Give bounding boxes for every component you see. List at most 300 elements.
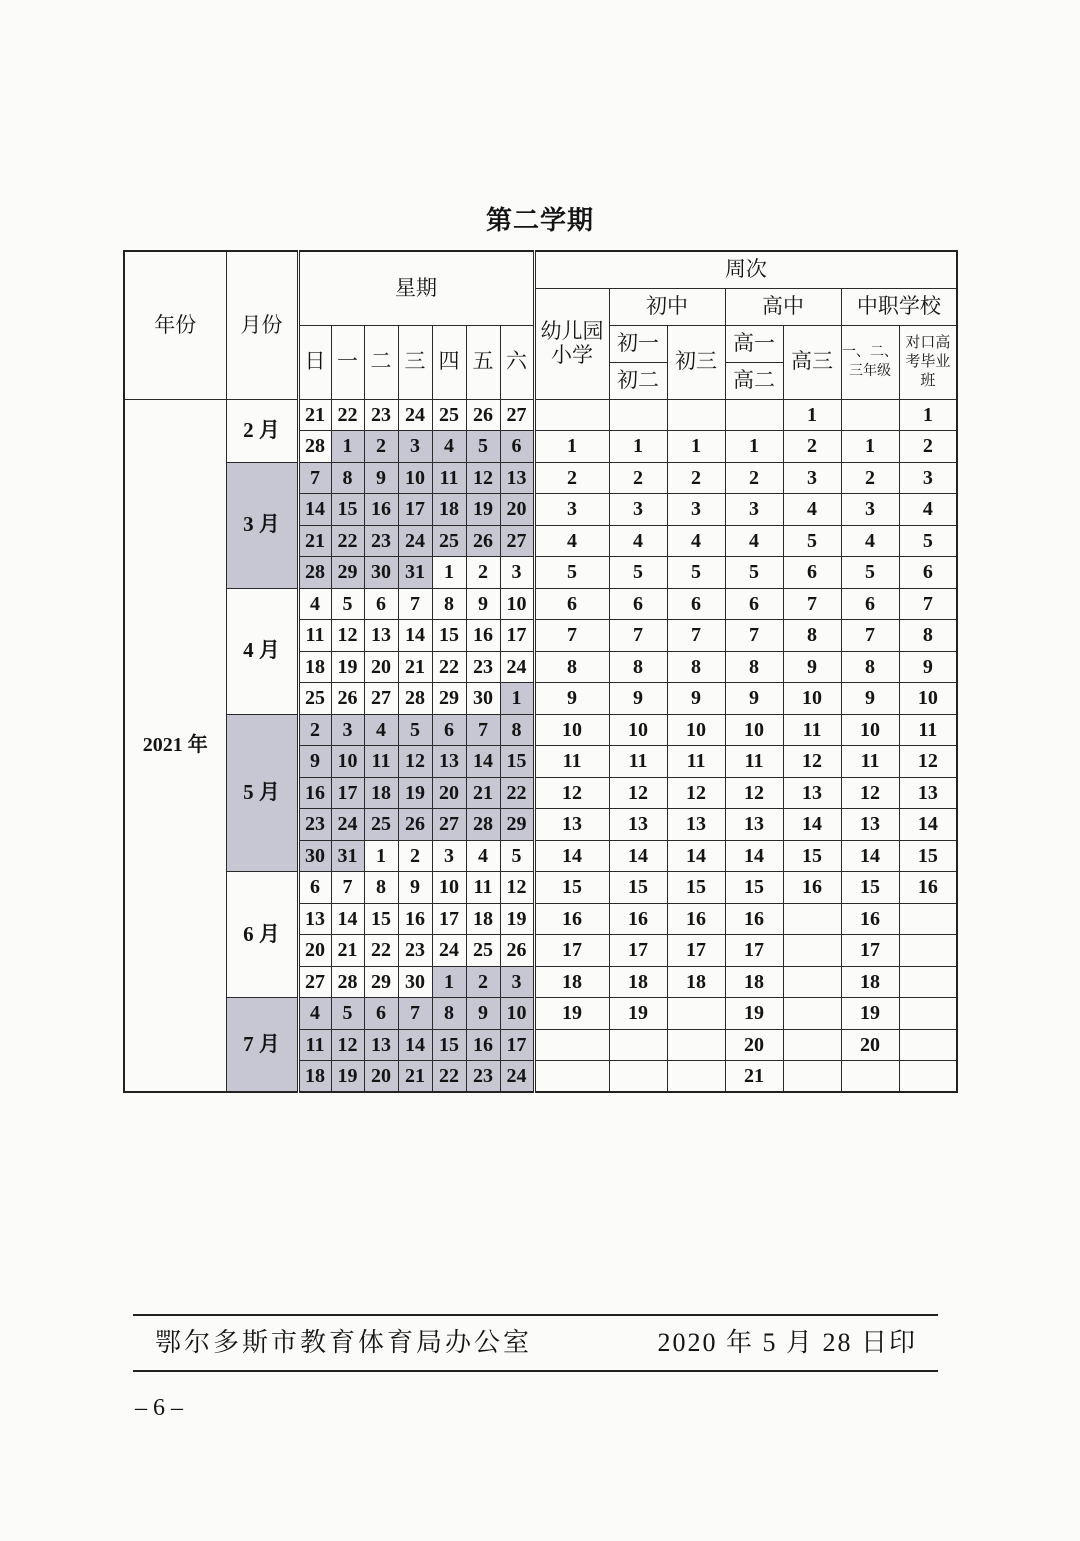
week-cell: 12 bbox=[841, 777, 899, 809]
day-cell: 5 bbox=[331, 998, 364, 1030]
day-cell: 20 bbox=[364, 1061, 398, 1093]
day-cell: 29 bbox=[364, 966, 398, 998]
day-cell: 8 bbox=[364, 872, 398, 904]
week-cell: 2 bbox=[783, 431, 841, 463]
day-cell: 2 bbox=[466, 966, 500, 998]
day-cell: 22 bbox=[432, 651, 466, 683]
table-body bbox=[124, 399, 957, 1092]
day-cell: 2 bbox=[298, 714, 331, 746]
week-cell: 5 bbox=[899, 525, 957, 557]
week-cell bbox=[783, 1029, 841, 1061]
day-cell: 24 bbox=[500, 651, 534, 683]
week-cell: 12 bbox=[534, 777, 609, 809]
week-cell: 3 bbox=[609, 494, 667, 526]
day-cell: 20 bbox=[432, 777, 466, 809]
week-cell: 17 bbox=[609, 935, 667, 967]
header-junior-1: 初一 bbox=[609, 325, 667, 362]
week-cell: 9 bbox=[783, 651, 841, 683]
header-weekday-fri: 五 bbox=[466, 325, 500, 399]
week-cell: 6 bbox=[609, 588, 667, 620]
week-cell: 10 bbox=[609, 714, 667, 746]
week-cell bbox=[609, 1061, 667, 1093]
day-cell: 25 bbox=[364, 809, 398, 841]
week-cell: 2 bbox=[534, 462, 609, 494]
week-cell: 17 bbox=[841, 935, 899, 967]
week-cell: 7 bbox=[841, 620, 899, 652]
day-cell: 14 bbox=[398, 1029, 432, 1061]
week-cell bbox=[609, 399, 667, 431]
header-weekday-mon: 一 bbox=[331, 325, 364, 399]
day-cell: 2 bbox=[466, 557, 500, 589]
month-cell: 6 月 bbox=[226, 872, 298, 998]
day-cell: 26 bbox=[398, 809, 432, 841]
footer-rule-bottom bbox=[133, 1370, 938, 1372]
week-cell bbox=[783, 1061, 841, 1093]
week-cell: 2 bbox=[841, 462, 899, 494]
day-cell: 12 bbox=[500, 872, 534, 904]
week-cell: 7 bbox=[534, 620, 609, 652]
day-cell: 26 bbox=[466, 525, 500, 557]
day-cell: 17 bbox=[331, 777, 364, 809]
week-cell: 3 bbox=[841, 494, 899, 526]
day-cell: 26 bbox=[500, 935, 534, 967]
day-cell: 28 bbox=[331, 966, 364, 998]
day-cell: 6 bbox=[298, 872, 331, 904]
week-cell: 15 bbox=[534, 872, 609, 904]
day-cell: 20 bbox=[364, 651, 398, 683]
header-weekday-sat: 六 bbox=[500, 325, 534, 399]
week-cell: 14 bbox=[899, 809, 957, 841]
week-cell: 8 bbox=[725, 651, 783, 683]
day-cell: 19 bbox=[331, 1061, 364, 1093]
week-cell: 2 bbox=[725, 462, 783, 494]
week-cell: 4 bbox=[841, 525, 899, 557]
footer bbox=[155, 1325, 917, 1361]
week-cell: 8 bbox=[783, 620, 841, 652]
week-cell: 3 bbox=[899, 462, 957, 494]
day-cell: 8 bbox=[432, 998, 466, 1030]
week-cell: 16 bbox=[783, 872, 841, 904]
week-cell: 2 bbox=[667, 462, 725, 494]
day-cell: 6 bbox=[364, 588, 398, 620]
week-cell: 15 bbox=[899, 840, 957, 872]
header-kindergarten-primary: 幼儿园 小学 bbox=[534, 288, 609, 399]
day-cell: 6 bbox=[500, 431, 534, 463]
week-cell: 18 bbox=[609, 966, 667, 998]
week-cell: 16 bbox=[899, 872, 957, 904]
header-junior-3: 初三 bbox=[667, 325, 725, 399]
header-weekday-thu: 四 bbox=[432, 325, 466, 399]
week-cell bbox=[783, 998, 841, 1030]
week-cell: 3 bbox=[783, 462, 841, 494]
week-cell: 2 bbox=[899, 431, 957, 463]
week-row bbox=[124, 399, 957, 431]
day-cell: 23 bbox=[364, 399, 398, 431]
day-cell: 17 bbox=[398, 494, 432, 526]
day-cell: 3 bbox=[331, 714, 364, 746]
month-cell: 5 月 bbox=[226, 714, 298, 872]
week-cell bbox=[841, 399, 899, 431]
week-cell: 19 bbox=[841, 998, 899, 1030]
header-weekday-tue: 二 bbox=[364, 325, 398, 399]
week-cell: 5 bbox=[783, 525, 841, 557]
day-cell: 18 bbox=[364, 777, 398, 809]
day-cell: 7 bbox=[298, 462, 331, 494]
week-cell: 20 bbox=[841, 1029, 899, 1061]
day-cell: 22 bbox=[432, 1061, 466, 1093]
day-cell: 10 bbox=[500, 588, 534, 620]
week-cell: 18 bbox=[667, 966, 725, 998]
week-cell bbox=[899, 966, 957, 998]
day-cell: 7 bbox=[398, 588, 432, 620]
day-cell: 31 bbox=[398, 557, 432, 589]
week-cell: 11 bbox=[534, 746, 609, 778]
week-cell: 4 bbox=[783, 494, 841, 526]
week-cell: 1 bbox=[534, 431, 609, 463]
day-cell: 3 bbox=[432, 840, 466, 872]
day-cell: 5 bbox=[500, 840, 534, 872]
week-cell: 10 bbox=[841, 714, 899, 746]
day-cell: 14 bbox=[398, 620, 432, 652]
week-cell: 1 bbox=[899, 399, 957, 431]
footer-print-date: 2020 年 5 月 28 日印 bbox=[657, 1328, 917, 1357]
week-cell: 16 bbox=[841, 903, 899, 935]
day-cell: 24 bbox=[500, 1061, 534, 1093]
table-header bbox=[124, 251, 957, 399]
day-cell: 9 bbox=[398, 872, 432, 904]
day-cell: 15 bbox=[500, 746, 534, 778]
week-cell: 19 bbox=[534, 998, 609, 1030]
week-cell: 15 bbox=[783, 840, 841, 872]
day-cell: 16 bbox=[398, 903, 432, 935]
week-cell: 13 bbox=[725, 809, 783, 841]
day-cell: 22 bbox=[331, 525, 364, 557]
week-row bbox=[124, 462, 957, 494]
header-junior-high: 初中 bbox=[609, 288, 725, 325]
month-cell: 7 月 bbox=[226, 998, 298, 1093]
day-cell: 22 bbox=[500, 777, 534, 809]
day-cell: 19 bbox=[466, 494, 500, 526]
header-vocational-grades: 一、二、 三年级 bbox=[841, 325, 899, 399]
week-cell: 6 bbox=[783, 557, 841, 589]
week-cell: 7 bbox=[783, 588, 841, 620]
day-cell: 12 bbox=[331, 1029, 364, 1061]
week-cell bbox=[534, 1061, 609, 1093]
week-cell: 7 bbox=[609, 620, 667, 652]
week-cell: 5 bbox=[841, 557, 899, 589]
day-cell: 11 bbox=[364, 746, 398, 778]
month-cell: 2 月 bbox=[226, 399, 298, 462]
week-cell: 18 bbox=[841, 966, 899, 998]
day-cell: 21 bbox=[298, 399, 331, 431]
day-cell: 23 bbox=[466, 1061, 500, 1093]
week-cell bbox=[667, 1061, 725, 1093]
day-cell: 16 bbox=[298, 777, 331, 809]
week-cell: 19 bbox=[725, 998, 783, 1030]
week-cell: 5 bbox=[609, 557, 667, 589]
day-cell: 23 bbox=[298, 809, 331, 841]
week-cell bbox=[899, 903, 957, 935]
day-cell: 15 bbox=[331, 494, 364, 526]
day-cell: 7 bbox=[466, 714, 500, 746]
footer-rule-top bbox=[133, 1314, 938, 1316]
day-cell: 27 bbox=[500, 399, 534, 431]
week-cell: 15 bbox=[841, 872, 899, 904]
day-cell: 30 bbox=[298, 840, 331, 872]
header-senior-2: 高二 bbox=[725, 362, 783, 399]
week-cell: 3 bbox=[667, 494, 725, 526]
week-cell: 21 bbox=[725, 1061, 783, 1093]
week-cell: 2 bbox=[609, 462, 667, 494]
page-title: 第二学期 bbox=[485, 206, 594, 235]
day-cell: 10 bbox=[500, 998, 534, 1030]
day-cell: 19 bbox=[398, 777, 432, 809]
week-cell: 10 bbox=[534, 714, 609, 746]
week-cell: 1 bbox=[609, 431, 667, 463]
day-cell: 5 bbox=[466, 431, 500, 463]
week-cell: 8 bbox=[667, 651, 725, 683]
day-cell: 30 bbox=[398, 966, 432, 998]
week-cell: 7 bbox=[667, 620, 725, 652]
week-cell: 17 bbox=[725, 935, 783, 967]
week-cell bbox=[534, 1029, 609, 1061]
day-cell: 18 bbox=[466, 903, 500, 935]
week-cell: 18 bbox=[534, 966, 609, 998]
day-cell: 21 bbox=[331, 935, 364, 967]
header-senior-high: 高中 bbox=[725, 288, 841, 325]
week-cell: 5 bbox=[667, 557, 725, 589]
week-cell: 12 bbox=[783, 746, 841, 778]
day-cell: 7 bbox=[398, 998, 432, 1030]
day-cell: 26 bbox=[466, 399, 500, 431]
day-cell: 11 bbox=[466, 872, 500, 904]
day-cell: 21 bbox=[466, 777, 500, 809]
day-cell: 29 bbox=[432, 683, 466, 715]
day-cell: 29 bbox=[331, 557, 364, 589]
week-cell bbox=[899, 935, 957, 967]
week-cell bbox=[667, 998, 725, 1030]
day-cell: 28 bbox=[398, 683, 432, 715]
week-cell: 4 bbox=[667, 525, 725, 557]
week-cell: 8 bbox=[609, 651, 667, 683]
day-cell: 12 bbox=[466, 462, 500, 494]
day-cell: 20 bbox=[298, 935, 331, 967]
week-cell: 8 bbox=[841, 651, 899, 683]
day-cell: 15 bbox=[364, 903, 398, 935]
day-cell: 10 bbox=[432, 872, 466, 904]
day-cell: 21 bbox=[398, 1061, 432, 1093]
day-cell: 18 bbox=[298, 651, 331, 683]
day-cell: 1 bbox=[500, 683, 534, 715]
day-cell: 20 bbox=[500, 494, 534, 526]
day-cell: 28 bbox=[298, 557, 331, 589]
week-cell: 18 bbox=[725, 966, 783, 998]
week-cell: 14 bbox=[725, 840, 783, 872]
day-cell: 27 bbox=[432, 809, 466, 841]
week-cell: 4 bbox=[534, 525, 609, 557]
day-cell: 26 bbox=[331, 683, 364, 715]
week-cell: 15 bbox=[667, 872, 725, 904]
week-cell bbox=[783, 966, 841, 998]
week-cell bbox=[841, 1061, 899, 1093]
day-cell: 23 bbox=[466, 651, 500, 683]
day-cell: 3 bbox=[500, 557, 534, 589]
week-cell: 11 bbox=[667, 746, 725, 778]
week-cell bbox=[783, 903, 841, 935]
day-cell: 18 bbox=[432, 494, 466, 526]
day-cell: 28 bbox=[298, 431, 331, 463]
day-cell: 23 bbox=[398, 935, 432, 967]
day-cell: 9 bbox=[364, 462, 398, 494]
day-cell: 6 bbox=[364, 998, 398, 1030]
week-cell: 19 bbox=[609, 998, 667, 1030]
week-cell: 9 bbox=[534, 683, 609, 715]
day-cell: 27 bbox=[500, 525, 534, 557]
header-weekday-sun: 日 bbox=[298, 325, 331, 399]
day-cell: 13 bbox=[298, 903, 331, 935]
week-cell bbox=[725, 399, 783, 431]
day-cell: 28 bbox=[466, 809, 500, 841]
page-number: – 6 – bbox=[135, 1395, 183, 1421]
day-cell: 2 bbox=[364, 431, 398, 463]
week-cell: 14 bbox=[841, 840, 899, 872]
day-cell: 9 bbox=[466, 998, 500, 1030]
header-month: 月份 bbox=[226, 251, 298, 399]
day-cell: 4 bbox=[364, 714, 398, 746]
week-cell bbox=[609, 1029, 667, 1061]
week-cell: 3 bbox=[725, 494, 783, 526]
day-cell: 1 bbox=[364, 840, 398, 872]
day-cell: 24 bbox=[331, 809, 364, 841]
week-cell: 13 bbox=[534, 809, 609, 841]
week-cell: 12 bbox=[609, 777, 667, 809]
day-cell: 2 bbox=[398, 840, 432, 872]
week-cell: 16 bbox=[609, 903, 667, 935]
day-cell: 17 bbox=[432, 903, 466, 935]
week-cell bbox=[899, 1029, 957, 1061]
week-cell: 5 bbox=[725, 557, 783, 589]
month-cell: 4 月 bbox=[226, 588, 298, 714]
week-cell bbox=[667, 1029, 725, 1061]
week-row bbox=[124, 872, 957, 904]
day-cell: 29 bbox=[500, 809, 534, 841]
day-cell: 8 bbox=[331, 462, 364, 494]
day-cell: 4 bbox=[298, 998, 331, 1030]
day-cell: 13 bbox=[364, 620, 398, 652]
day-cell: 25 bbox=[432, 525, 466, 557]
week-cell: 5 bbox=[534, 557, 609, 589]
week-cell: 4 bbox=[725, 525, 783, 557]
year-cell: 2021 年 bbox=[124, 399, 226, 1092]
week-cell: 11 bbox=[841, 746, 899, 778]
week-cell: 11 bbox=[725, 746, 783, 778]
week-cell: 8 bbox=[899, 620, 957, 652]
week-row bbox=[124, 714, 957, 746]
week-cell: 11 bbox=[899, 714, 957, 746]
day-cell: 16 bbox=[466, 620, 500, 652]
week-cell: 16 bbox=[667, 903, 725, 935]
week-cell: 15 bbox=[609, 872, 667, 904]
day-cell: 22 bbox=[331, 399, 364, 431]
week-cell: 1 bbox=[841, 431, 899, 463]
week-cell: 9 bbox=[841, 683, 899, 715]
day-cell: 13 bbox=[500, 462, 534, 494]
week-cell: 17 bbox=[667, 935, 725, 967]
week-cell: 1 bbox=[783, 399, 841, 431]
week-cell: 13 bbox=[899, 777, 957, 809]
week-cell: 7 bbox=[725, 620, 783, 652]
week-cell: 16 bbox=[725, 903, 783, 935]
week-cell: 4 bbox=[609, 525, 667, 557]
day-cell: 19 bbox=[331, 651, 364, 683]
week-cell: 12 bbox=[725, 777, 783, 809]
day-cell: 24 bbox=[398, 525, 432, 557]
week-cell: 10 bbox=[725, 714, 783, 746]
week-cell: 17 bbox=[534, 935, 609, 967]
day-cell: 5 bbox=[331, 588, 364, 620]
header-weekday-wed: 三 bbox=[398, 325, 432, 399]
day-cell: 14 bbox=[466, 746, 500, 778]
day-cell: 25 bbox=[466, 935, 500, 967]
day-cell: 6 bbox=[432, 714, 466, 746]
week-cell: 6 bbox=[534, 588, 609, 620]
day-cell: 1 bbox=[432, 557, 466, 589]
day-cell: 22 bbox=[364, 935, 398, 967]
day-cell: 9 bbox=[466, 588, 500, 620]
day-cell: 15 bbox=[432, 620, 466, 652]
week-cell: 11 bbox=[609, 746, 667, 778]
header-senior-1: 高一 bbox=[725, 325, 783, 362]
day-cell: 30 bbox=[364, 557, 398, 589]
day-cell: 17 bbox=[500, 620, 534, 652]
week-cell: 14 bbox=[534, 840, 609, 872]
day-cell: 30 bbox=[466, 683, 500, 715]
semester-calendar-table bbox=[123, 250, 958, 1093]
day-cell: 8 bbox=[500, 714, 534, 746]
week-cell: 16 bbox=[534, 903, 609, 935]
week-cell bbox=[899, 998, 957, 1030]
day-cell: 21 bbox=[398, 651, 432, 683]
day-cell: 10 bbox=[398, 462, 432, 494]
day-cell: 11 bbox=[432, 462, 466, 494]
footer-office: 鄂尔多斯市教育体育局办公室 bbox=[155, 1328, 533, 1357]
week-cell: 9 bbox=[899, 651, 957, 683]
week-cell: 4 bbox=[899, 494, 957, 526]
day-cell: 7 bbox=[331, 872, 364, 904]
header-week-group: 周次 bbox=[534, 251, 957, 288]
day-cell: 4 bbox=[432, 431, 466, 463]
day-cell: 24 bbox=[398, 399, 432, 431]
day-cell: 27 bbox=[298, 966, 331, 998]
day-cell: 15 bbox=[432, 1029, 466, 1061]
day-cell: 1 bbox=[432, 966, 466, 998]
week-cell: 12 bbox=[667, 777, 725, 809]
week-cell: 13 bbox=[841, 809, 899, 841]
week-cell: 13 bbox=[609, 809, 667, 841]
day-cell: 1 bbox=[331, 431, 364, 463]
week-cell: 9 bbox=[609, 683, 667, 715]
week-cell: 13 bbox=[783, 777, 841, 809]
day-cell: 14 bbox=[298, 494, 331, 526]
week-cell bbox=[534, 399, 609, 431]
week-cell: 1 bbox=[725, 431, 783, 463]
week-cell: 6 bbox=[899, 557, 957, 589]
header-vocational-exam: 对口高 考毕业 班 bbox=[899, 325, 957, 399]
day-cell: 25 bbox=[432, 399, 466, 431]
day-cell: 21 bbox=[298, 525, 331, 557]
day-cell: 11 bbox=[298, 1029, 331, 1061]
week-cell bbox=[899, 1061, 957, 1093]
